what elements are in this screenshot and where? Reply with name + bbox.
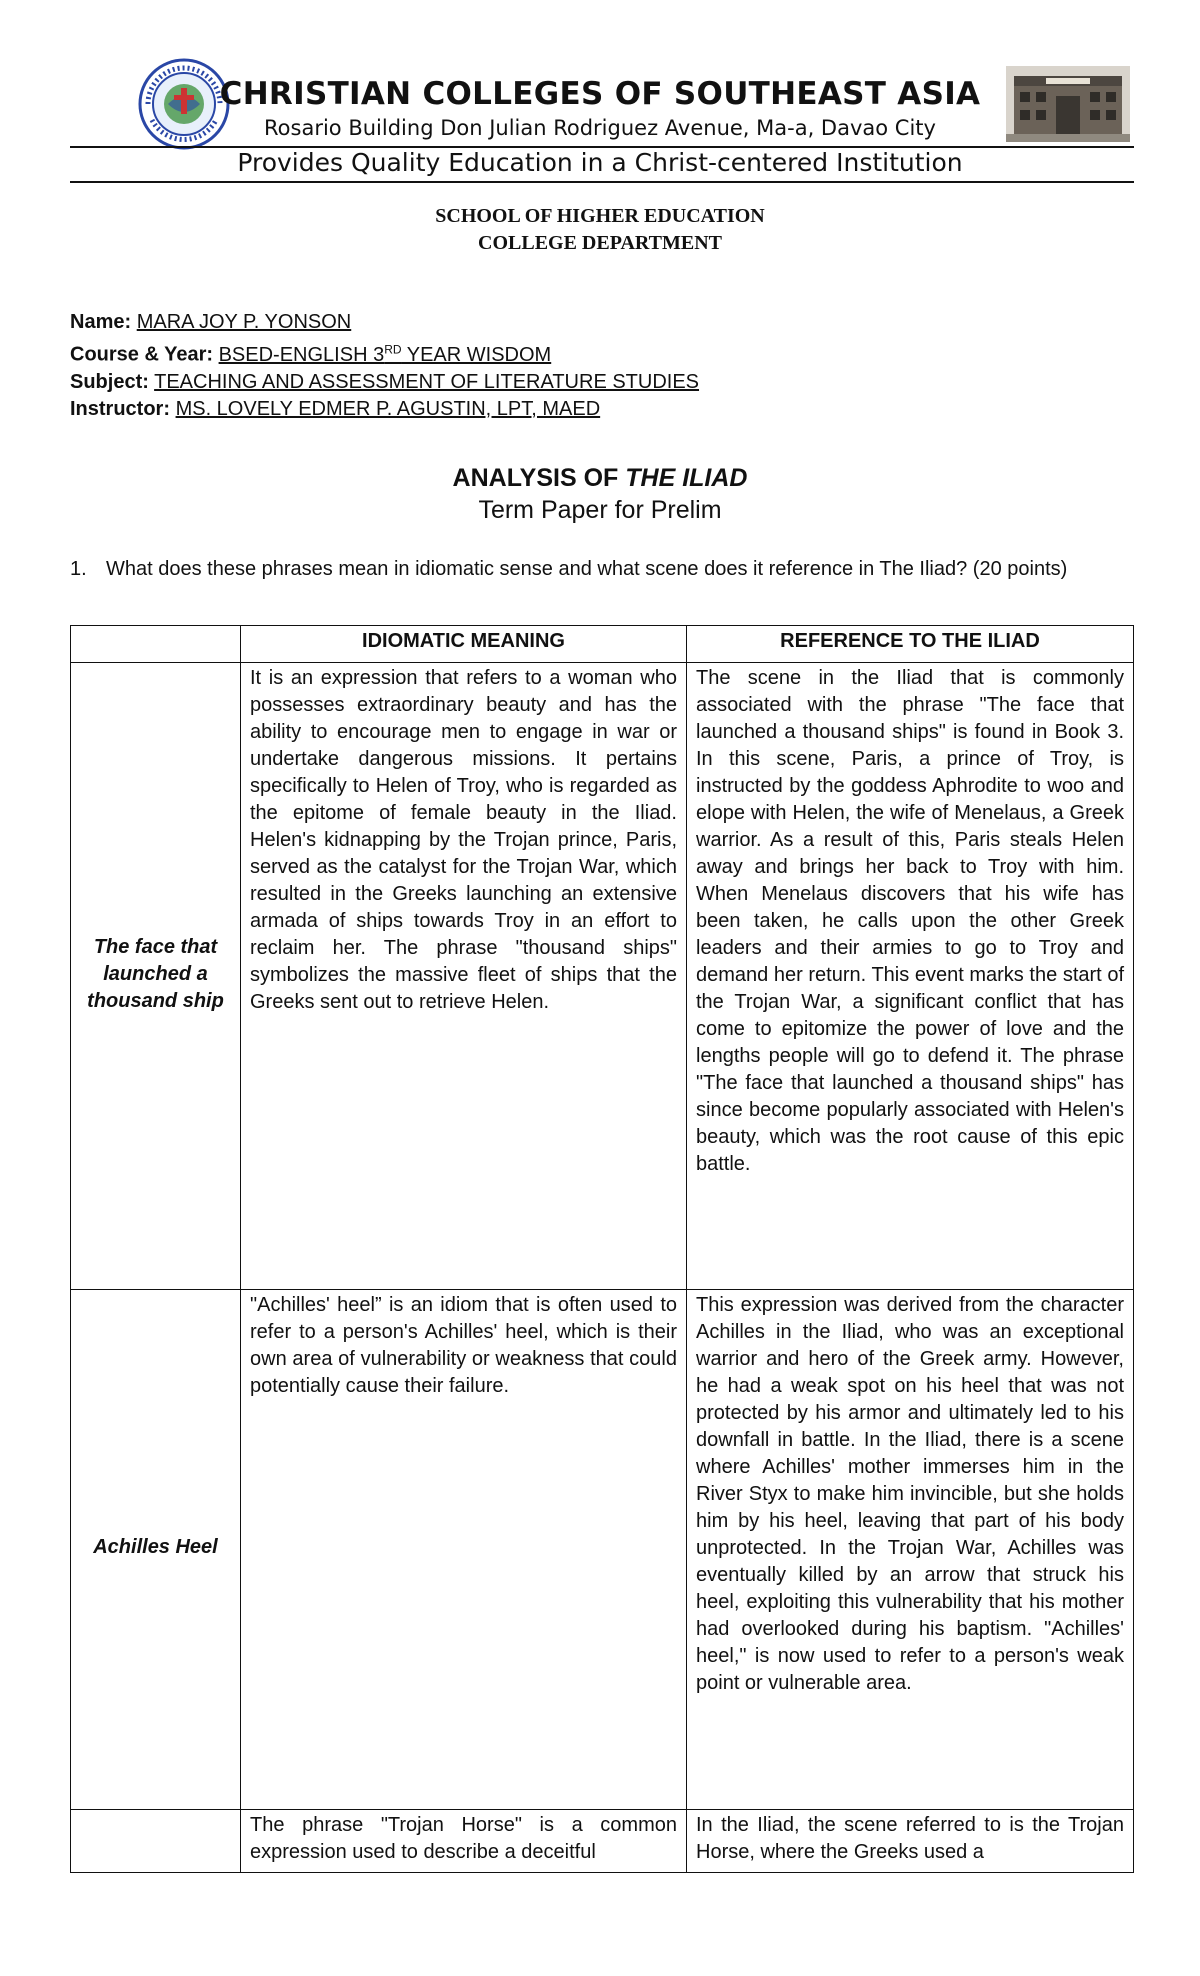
subject-row	[70, 369, 699, 396]
course-value-sup: RD	[384, 342, 402, 356]
school-line: SCHOOL OF HIGHER EDUCATION	[435, 205, 765, 227]
instructor-row	[70, 396, 699, 423]
instructor-value: MS. LOVELY EDMER P. AGUSTIN, LPT, MAED	[175, 397, 601, 420]
term-cell	[71, 1810, 241, 1873]
table-row	[71, 1810, 1134, 1873]
course-label: Course & Year:	[70, 343, 214, 366]
meaning-cell: The phrase "Trojan Horse" is a common expression used to describe a deceitful	[241, 1810, 687, 1873]
subject-label: Subject:	[70, 370, 149, 393]
term-cell: The face that launched a thousand ship	[71, 663, 241, 1290]
course-value-rest: YEAR WISDOM	[401, 343, 552, 366]
question-number: 1.	[70, 558, 87, 580]
institution-address: Rosario Building Don Julian Rodriguez Avenue, Ma-a, Davao City	[264, 116, 936, 140]
meaning-cell: "Achilles' heel” is an idiom that is often used to refer to a person's Achilles' heel, which is their own area of vulnerability or weakness that could potentially cause their failure.	[241, 1290, 687, 1810]
department-line: COLLEGE DEPARTMENT	[478, 232, 722, 254]
question-text: What does these phrases mean in idiomatic sense and what scene does it reference in The Iliad? (20 points)	[106, 558, 1068, 580]
term-cell: Achilles Heel	[71, 1290, 241, 1810]
table-row	[71, 1290, 1134, 1810]
reference-cell: This expression was derived from the character Achilles in the Iliad, who was an exceptional warrior and hero of the Greek army. However, he had a weak spot on his heel that was not protected by his armor and ultimately led to his downfall in battle. In the Iliad, there is a scene where Achilles' mother immerses him in the River Styx to make him invincible, but she holds him by his heel, leaving that part of his body unprotected. In the Trojan War, Achilles was eventually killed by an arrow that struck his heel, exploiting this vulnerability that his mother had overlooked during his baptism. "Achilles' heel," is now used to refer to a person's weak point or vulnerable area.	[687, 1290, 1134, 1810]
institution-tagline: Provides Quality Education in a Christ-centered Institution	[237, 148, 963, 177]
subject-value: TEACHING AND ASSESSMENT OF LITERATURE STUDIES	[154, 370, 700, 393]
reference-cell: In the Iliad, the scene referred to is the Trojan Horse, where the Greeks used a	[687, 1810, 1134, 1873]
course-value	[219, 344, 552, 366]
analysis-table	[70, 625, 1134, 1873]
institution-name: CHRISTIAN COLLEGES OF SOUTHEAST ASIA	[219, 76, 981, 112]
course-value-part: BSED-ENGLISH 3	[218, 343, 385, 366]
name-row	[70, 309, 699, 336]
department-heading	[0, 203, 1200, 257]
header-empty	[71, 626, 241, 663]
name-label: Name:	[70, 311, 132, 333]
title-work: THE ILIAD	[625, 464, 748, 492]
header-reference: REFERENCE TO THE ILIAD	[687, 626, 1134, 663]
student-info-block	[70, 309, 699, 423]
instructor-label: Instructor:	[70, 397, 170, 420]
title-prefix: ANALYSIS OF	[452, 464, 626, 492]
paper-subtitle: Term Paper for Prelim	[478, 496, 722, 524]
meaning-cell: It is an expression that refers to a woman who possesses extraordinary beauty and has the ability to encourage men to engage in war or undertake dangerous missions. It pertains specifically to Helen of Troy, who is regarded as the epitome of female beauty in the Iliad. Helen's kidnapping by the Trojan prince, Paris, served as the catalyst for the Trojan War, which resulted in the Greeks launching an extensive armada of ships towards Troy in an effort to reclaim her. The phrase "thousand ships" symbolizes the massive fleet of ships that the Greeks sent out to retrieve Helen.	[241, 663, 687, 1290]
letterhead-rule-bottom	[70, 181, 1134, 183]
question-1	[70, 555, 1140, 584]
course-row	[70, 336, 699, 369]
reference-cell: The scene in the Iliad that is commonly associated with the phrase "The face that launched a thousand ships" is found in Book 3. In this scene, Paris, a prince of Troy, is instructed by the goddess Aphrodite to woo and elope with Helen, the wife of Menelaus, a Greek warrior. As a result of this, Paris steals Helen away and brings her back to Troy with him. When Menelaus discovers that his wife has been taken, he calls upon the other Greek leaders and their armies to go to Troy and demand her return. This event marks the start of the Trojan War, a significant conflict that has come to epitomize the power of love and the lengths people will go to defend it. The phrase "The face that launched a thousand ships" has since become popularly associated with Helen's beauty, which was the root cause of this epic battle.	[687, 663, 1134, 1290]
header-idiomatic-meaning: IDIOMATIC MEANING	[241, 626, 687, 663]
paper-title	[0, 464, 1200, 493]
table-row	[71, 663, 1134, 1290]
table-header-row	[71, 626, 1134, 663]
name-value: MARA JOY P. YONSON	[136, 311, 352, 333]
